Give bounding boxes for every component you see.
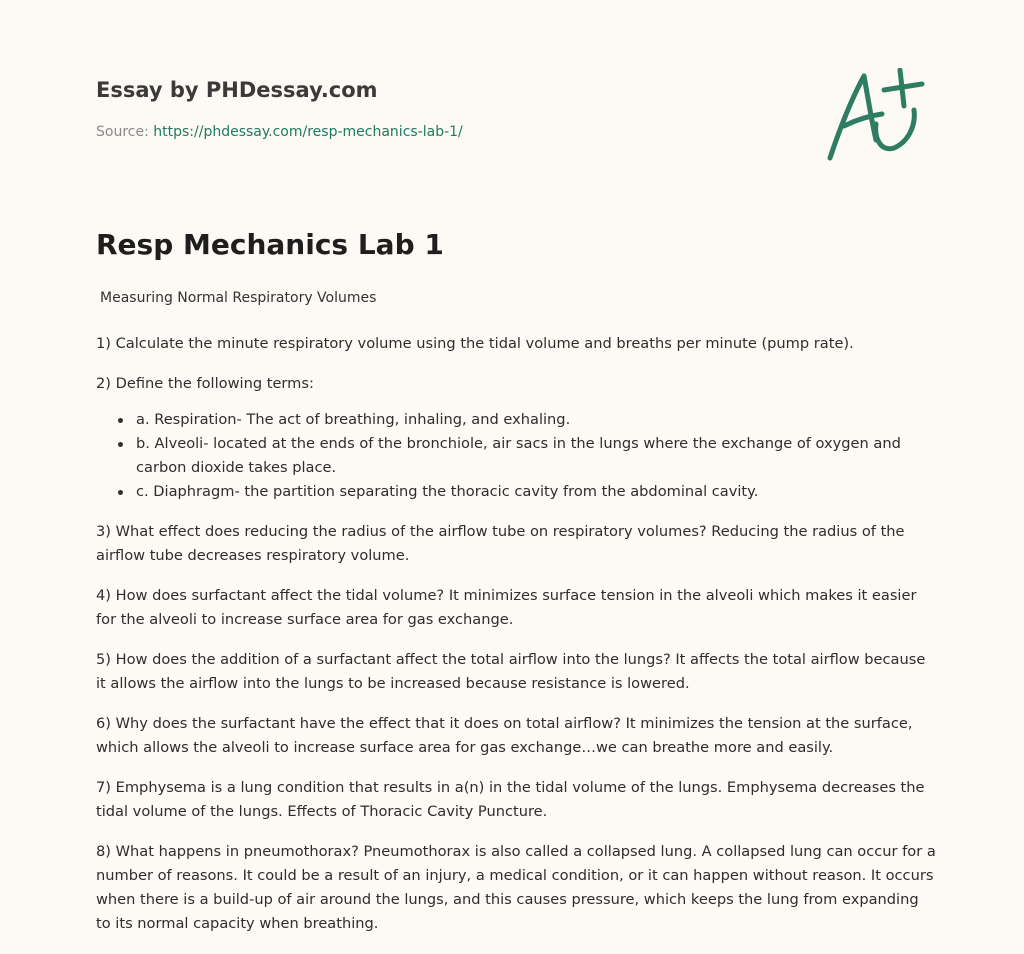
paragraph-5: 5) How does the addition of a surfactant affect the total airflow into the lungs? It affects the total airflow because it allows the airflow into the lungs to be increased because resistance is lowered. [96, 651, 926, 692]
source-line [96, 124, 463, 140]
paragraph-8: 8) What happens in pneumothorax? Pneumothorax is also called a collapsed lung. A collapsed lung can occur for a number of reasons. It could be a result of an injury, a medical condition, or it can happen without reason. It occurs when there is a build-up of air around the lungs, and this causes pressure, which keeps the lung from expanding to its normal capacity when breathing. [96, 843, 936, 932]
definitions-list [118, 408, 936, 504]
source-link[interactable]: https://phdessay.com/resp-mechanics-lab-1/ [153, 124, 463, 140]
site-title: Essay by PHDessay.com [96, 78, 378, 102]
paragraph-6: 6) Why does the surfactant have the effect that it does on total airflow? It minimizes the tension at the surface, which allows the alveoli to increase surface area for gas exchange…we can breathe more and easily. [96, 715, 913, 756]
paragraph-1: 1) Calculate the minute respiratory volume using the tidal volume and breaths per minute (pump rate). [96, 335, 854, 352]
a-plus-logo-icon [824, 68, 928, 164]
paragraph-2: 2) Define the following terms: [96, 375, 314, 392]
source-label: Source: [96, 124, 149, 140]
list-item: b. Alveoli- located at the ends of the bronchiole, air sacs in the lungs where the exchange of oxygen and carbon dioxide takes place. [118, 432, 936, 480]
document-title: Resp Mechanics Lab 1 [96, 228, 444, 261]
paragraph-4: 4) How does surfactant affect the tidal volume? It minimizes surface tension in the alveoli which makes it easier for the alveoli to increase surface area for gas exchange. [96, 587, 917, 628]
document-subtitle: Measuring Normal Respiratory Volumes [100, 290, 377, 306]
paragraph-3: 3) What effect does reducing the radius of the airflow tube on respiratory volumes? Reducing the radius of the airflow tube decreases respiratory volume. [96, 523, 905, 564]
list-item: a. Respiration- The act of breathing, inhaling, and exhaling. [118, 408, 936, 432]
document-body [96, 288, 936, 952]
paragraph-7: 7) Emphysema is a lung condition that results in a(n) in the tidal volume of the lungs. Emphysema decreases the tidal volume of the lungs. Effects of Thoracic Cavity Puncture. [96, 779, 925, 820]
list-item: c. Diaphragm- the partition separating the thoracic cavity from the abdominal cavity. [118, 480, 936, 504]
